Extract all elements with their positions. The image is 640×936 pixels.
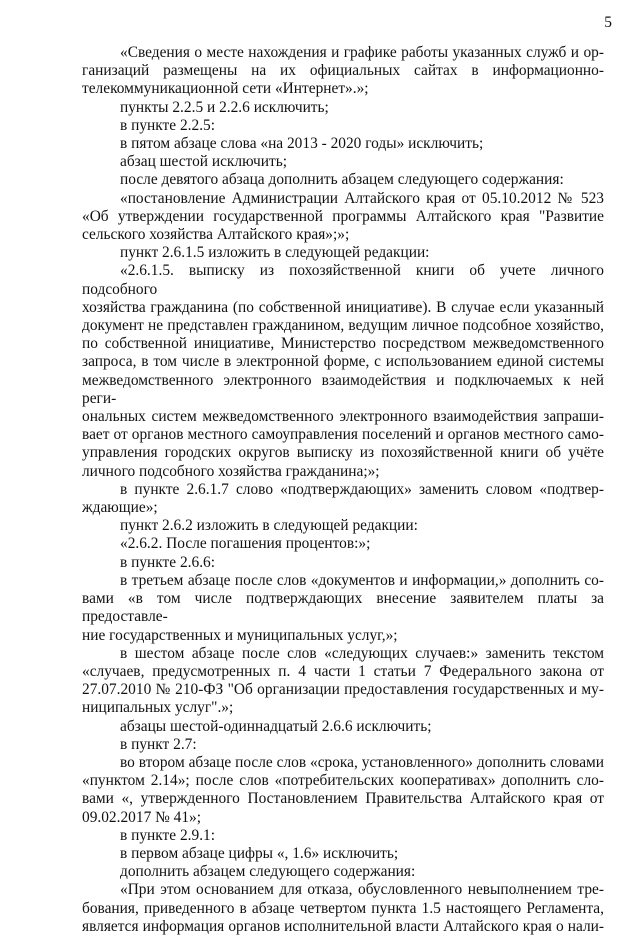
text-line: после девятого абзаца дополнить абзацем следующего содержания: xyxy=(120,171,564,189)
text-line: «Об утверждении государственной программы Алтайского края "Развитие xyxy=(82,207,604,225)
text-line: ональных систем межведомственного электронного взаимодействия запраши- xyxy=(82,408,604,426)
text-line: вами «в том числе подтверждающих внесение заявителем платы за предоставле- xyxy=(82,590,604,626)
text-line: вами «, утвержденного Постановлением Правительства Алтайского края от xyxy=(82,790,604,808)
text-line: хозяйства гражданина (по собственной инициативе). В случае если указанный xyxy=(82,298,604,316)
text-line: по собственной инициативе, Министерство посредством межведомственного xyxy=(82,335,604,353)
text-line: документ не представлен гражданином, ведущим личное подсобное хозяйство, xyxy=(82,317,604,335)
text-line: абзацы шестой-одиннадцатый 2.6.6 исключить; xyxy=(120,717,432,735)
text-line: ние государственных и муниципальных услуг,»; xyxy=(82,626,398,644)
text-line: во втором абзаце после слов «срока, установленного» дополнить словами xyxy=(120,753,604,771)
document-body xyxy=(82,44,604,936)
text-line: бования, приведенного в абзаце четвертом пункта 1.5 настоящего Регламента, xyxy=(82,899,604,917)
text-line: запроса, в том числе в электронной форме, с использованием единой системы xyxy=(82,353,604,371)
text-line: личного подсобного хозяйства гражданина;»; xyxy=(82,462,380,480)
text-line: «Сведения о месте нахождения и графике работы указанных служб и ор- xyxy=(120,44,604,61)
text-line: является информация органов исполнительной власти Алтайского края о нали- xyxy=(82,917,604,935)
text-line: «При этом основанием для отказа, обусловленного невыполнением тре- xyxy=(120,881,604,899)
text-line: в пункте 2.6.6: xyxy=(120,553,216,571)
text-line: ганизаций размещены на их официальных сайтах в информационно- xyxy=(82,62,604,80)
text-line: 27.07.2010 № 210-ФЗ "Об организации предоставления государственных и му- xyxy=(82,681,604,699)
text-line: «пунктом 2.14»; после слов «потребительских кооперативах» дополнить сло- xyxy=(82,772,604,790)
text-line: управления городских округов выписку из похозяйственной книги об учёте xyxy=(82,444,604,462)
text-line: «случаев, предусмотренных п. 4 части 1 статьи 7 Федерального закона от xyxy=(82,662,604,680)
text-line: в пункт 2.7: xyxy=(120,735,197,753)
text-line: вает от органов местного самоуправления поселений и органов местного само- xyxy=(82,426,604,444)
text-line: телекоммуникационной сети «Интернет».»; xyxy=(82,80,369,98)
text-line: в третьем абзаце после слов «документов и информации,» дополнить со- xyxy=(120,571,604,589)
text-line: в шестом абзаце после слов «следующих случаев:» заменить текстом xyxy=(120,644,604,662)
text-line: пункт 2.6.2 изложить в следующей редакции: xyxy=(120,517,418,535)
text-line: «постановление Администрации Алтайского края от 05.10.2012 № 523 xyxy=(120,189,604,207)
text-line: в пункте 2.2.5: xyxy=(120,116,216,134)
text-line: 09.02.2017 № 41»; xyxy=(82,808,201,826)
text-line: сельского хозяйства Алтайского края»;»; xyxy=(82,226,350,244)
text-line: «2.6.1.5. выписку из похозяйственной книги об учете личного подсобного xyxy=(82,262,604,298)
text-line: в пункте 2.9.1: xyxy=(120,826,216,844)
text-line: пункты 2.2.5 и 2.2.6 исключить; xyxy=(120,98,329,116)
text-line: пункт 2.6.1.5 изложить в следующей редакции: xyxy=(120,244,430,262)
text-line: в первом абзаце цифры «, 1.6» исключить; xyxy=(120,844,399,862)
text-line: абзац шестой исключить; xyxy=(120,153,287,171)
text-line: «2.6.2. После погашения процентов:»; xyxy=(120,535,371,553)
text-line: межведомственного электронного взаимодействия и подключаемых к ней реги- xyxy=(82,371,604,407)
page-number: 5 xyxy=(604,14,612,31)
text-line: дополнить абзацем следующего содержания: xyxy=(120,863,416,881)
text-line: ниципальных услуг".»; xyxy=(82,699,234,717)
text-line: ждающие»; xyxy=(82,499,158,517)
text-line: в пункте 2.6.1.7 слово «подтверждающих» заменить словом «подтвер- xyxy=(120,480,604,498)
text-line: в пятом абзаце слова «на 2013 - 2020 годы» исключить; xyxy=(120,135,484,153)
